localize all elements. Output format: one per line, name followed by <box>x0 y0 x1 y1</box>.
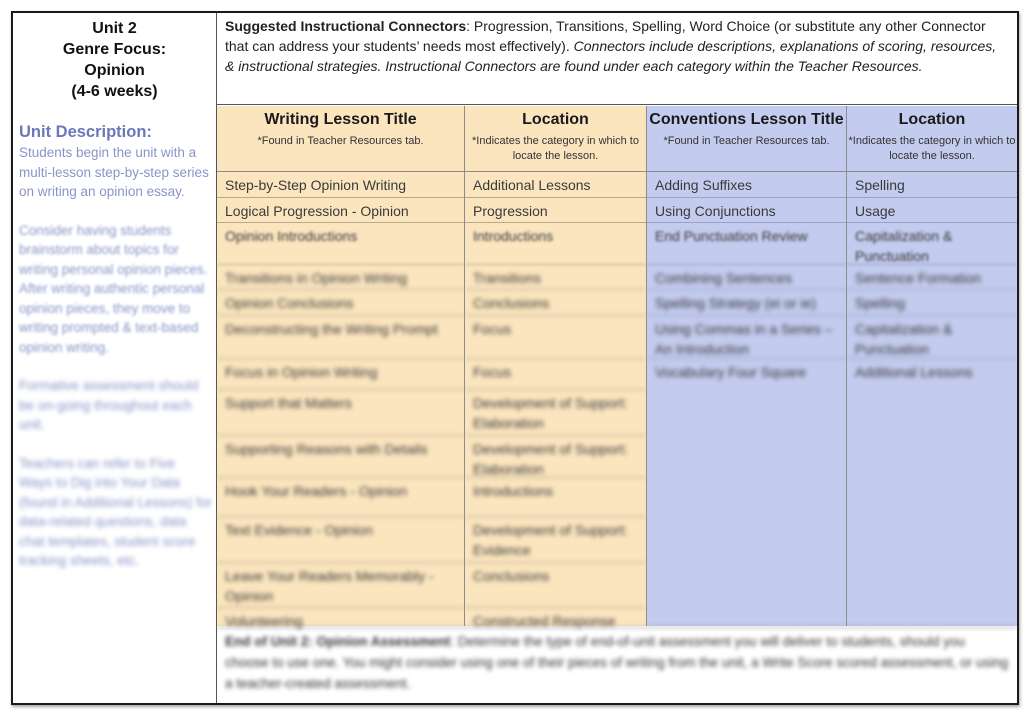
table-cell: Opinion Introductions <box>217 223 464 265</box>
table-cell: Development of Support: Evidence <box>465 517 646 563</box>
instructional-connectors <box>217 13 1017 105</box>
table-cell: Using Commas in a Series – An Introduction <box>647 316 846 359</box>
connectors-note: Connectors include descriptions, explanations of scoring, resources, & instructional strategies. Instructional Connectors are found under each category within the Teacher Resources. <box>225 38 997 74</box>
table-cell: Spelling <box>847 172 1017 198</box>
description-paragraph: Students begin the unit with a multi-lesson step-by-step series on writing an opinion essay. <box>19 145 209 199</box>
column-title: Location <box>898 111 966 128</box>
table-cell: Spelling Strategy (ei or ie) <box>647 290 846 316</box>
table-cell: Conclusions <box>465 563 646 608</box>
table-cell: Introductions <box>465 223 646 265</box>
writing-title-header <box>217 106 464 172</box>
column-subtitle: *Found in Teacher Resources tab. <box>257 135 424 147</box>
end-of-unit-assessment <box>217 627 1017 703</box>
connectors-label: Suggested Instructional Connectors <box>225 18 467 34</box>
conventions-location-column <box>847 106 1017 626</box>
unit-header <box>13 13 216 102</box>
table-cell: Deconstructing the Writing Prompt <box>217 316 464 359</box>
table-cell: Spelling <box>847 290 1017 316</box>
table-cell: Adding Suffixes <box>647 172 846 198</box>
table-cell: Supporting Reasons with Details <box>217 436 464 478</box>
table-cell: Introductions <box>465 478 646 517</box>
writing-location-column <box>465 106 647 629</box>
writing-location-header <box>465 106 646 172</box>
column-subtitle: *Indicates the category in which to locate the lesson. <box>472 135 639 162</box>
genre-value: Opinion <box>84 62 145 79</box>
table-cell: Constructed Response <box>473 613 616 629</box>
genre-label: Genre Focus: <box>62 41 167 58</box>
column-title: Location <box>522 111 589 128</box>
lesson-table <box>217 106 1017 629</box>
table-cell: Sentence Formation <box>847 265 1017 290</box>
table-cell: Development of Support: Elaboration <box>465 390 646 436</box>
assessment-label: End of Unit 2: Opinion Assessment <box>225 634 451 649</box>
description-paragraph: Teachers can refer to Five Ways to Dig into Your Data (found in Additional Lessons) for data-related questions, data chat templates, student score tracking sheets, etc. <box>19 455 212 568</box>
table-cell: Logical Progression - Opinion <box>217 198 464 223</box>
table-cell: Combining Sentences <box>647 265 846 290</box>
table-cell: Development of Support: Elaboration <box>465 436 646 478</box>
table-cell: Additional Lessons <box>855 364 973 380</box>
table-cell: Text Evidence - Opinion <box>217 517 464 563</box>
description-paragraph: Formative assessment should be on-going throughout each unit. <box>19 378 199 432</box>
table-cell: Volunteering <box>225 613 303 629</box>
conventions-title-column <box>647 106 847 626</box>
conventions-location-header <box>847 106 1017 172</box>
table-cell: Leave Your Readers Memorably - Opinion <box>217 563 464 608</box>
table-cell: Usage <box>847 198 1017 223</box>
table-cell: Transitions in Opinion Writing <box>217 265 464 290</box>
column-subtitle: *Found in Teacher Resources tab. <box>663 135 830 147</box>
table-cell: Step-by-Step Opinion Writing <box>217 172 464 198</box>
column-title: Conventions Lesson Title <box>649 111 844 128</box>
table-cell: Additional Lessons <box>465 172 646 198</box>
column-title: Writing Lesson Title <box>264 111 417 128</box>
connectors-text: : Progression, Transitions, Spelling, Word Choice (or substitute any other Connector that can address your students’ needs most effectively). <box>225 18 986 54</box>
table-cell: Opinion Conclusions <box>217 290 464 316</box>
table-cell: Focus <box>465 316 646 359</box>
conventions-title-header <box>647 106 846 172</box>
writing-title-column <box>217 106 465 629</box>
table-cell: Capitalization & Punctuation <box>847 223 1017 265</box>
table-cell: Focus in Opinion Writing <box>217 359 464 390</box>
unit-title: Unit 2 <box>92 20 137 37</box>
table-cell: Support that Matters <box>217 390 464 436</box>
table-cell: Hook Your Readers - Opinion <box>217 478 464 517</box>
table-cell: End Punctuation Review <box>647 223 846 265</box>
unit-description <box>19 143 212 571</box>
table-cell: Conclusions <box>465 290 646 316</box>
table-cell: Progression <box>465 198 646 223</box>
column-subtitle: *Indicates the category in which to locate the lesson. <box>848 135 1016 162</box>
unit-description-title: Unit Description: <box>19 123 152 141</box>
description-paragraph: Consider having students brainstorm about topics for writing personal opinion pieces. After writing authentic personal opinion pieces, they move to writing prompted & text-based opinion writing. <box>19 222 208 355</box>
unit-sidebar <box>13 13 217 703</box>
table-cell: Capitalization & Punctuation <box>847 316 1017 359</box>
table-cell: Focus <box>465 359 646 390</box>
table-cell: Vocabulary Four Square <box>655 364 806 380</box>
unit-plan-page <box>11 11 1019 705</box>
table-cell: Using Conjunctions <box>647 198 846 223</box>
assessment-text: : Determine the type of end-of-unit assessment you will deliver to students, should you choose to use one. You might consider using one of their pieces of writing from the unit, a Write Score scored assessment, or using a teacher-created assessment. <box>225 634 1009 691</box>
unit-duration: (4-6 weeks) <box>71 83 158 100</box>
table-cell: Transitions <box>465 265 646 290</box>
